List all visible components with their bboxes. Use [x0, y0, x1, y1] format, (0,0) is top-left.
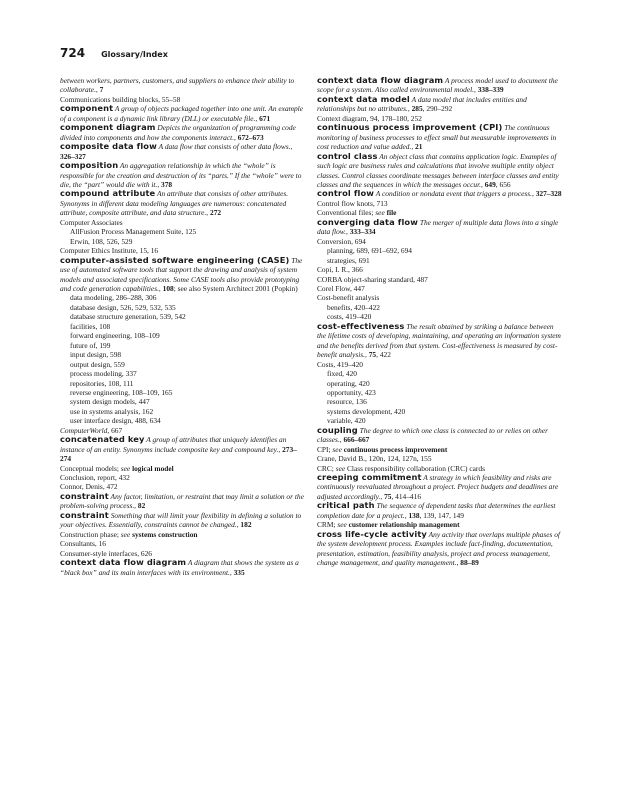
entry-page-ref: 273–274	[60, 444, 297, 464]
subentry-text: variable, 420	[327, 416, 366, 426]
subentry-text: resource, 136	[327, 397, 367, 407]
entry-text: Connor, Denis, 472	[60, 482, 118, 492]
glossary-entry	[317, 501, 563, 520]
subentry-text: reverse engineering, 108–109, 165	[70, 387, 173, 397]
glossary-term: context data flow diagram	[317, 75, 444, 85]
glossary-term: composite data flow	[60, 141, 157, 152]
subentry-text: process modeling, 337	[70, 369, 137, 379]
index-entry	[60, 473, 306, 482]
glossary-definition: The sequence of dependent tasks that determines the earliest completion date for a project.,	[317, 501, 556, 520]
glossary-entry	[60, 104, 306, 123]
glossary-definition: The continuous monitoring of business processes to effect small but measurable improvements in cost reduction and value added.,	[317, 123, 557, 152]
index-subentry	[317, 256, 563, 265]
subentry-text: future of, 199	[70, 340, 111, 350]
entry-text: Control flow knots, 713	[317, 198, 388, 208]
entry-page-ref: 7	[99, 85, 104, 95]
subentry-text: strategies, 691	[327, 255, 370, 265]
index-entry	[317, 199, 563, 208]
glossary-term: computer-assisted software engineering (CASE)	[60, 254, 290, 265]
cross-reference-term: logical model	[132, 463, 174, 473]
see-reference: see	[335, 463, 347, 473]
see-reference: see	[120, 529, 133, 539]
index-subentry	[60, 341, 306, 350]
subentry-text: planning, 689, 691–692, 694	[327, 246, 412, 256]
entry-text: Conceptual models;	[60, 463, 121, 473]
index-subentry	[60, 293, 306, 302]
index-subentry	[60, 331, 306, 340]
subentry-text: output design, 559	[70, 359, 125, 369]
glossary-definition: Depicts the organization of programming code divided into components and how the components interact.,	[60, 123, 296, 142]
glossary-term: continuous process improvement (CPI)	[317, 122, 503, 133]
running-title: Glossary/Index	[101, 50, 168, 59]
glossary-entry	[60, 558, 306, 577]
entry-page-ref: 672–673	[237, 132, 264, 142]
glossary-term: compound attribute	[60, 188, 156, 199]
glossary-term: cross life-cycle activity	[317, 528, 427, 539]
subentry-text: database structure generation, 539, 542	[70, 312, 186, 322]
glossary-entry	[60, 189, 306, 217]
subentry-text: benefits, 420–422	[327, 302, 380, 312]
glossary-term: cost-effectiveness	[317, 320, 405, 331]
glossary-definition: A condition or nondata event that triggers a process.,	[374, 189, 536, 199]
glossary-term: critical path	[317, 500, 375, 511]
index-entry	[317, 454, 563, 463]
entry-extra-refs: , 139, 147, 149	[419, 510, 464, 520]
index-entry	[317, 445, 563, 454]
index-entry	[60, 464, 306, 473]
right-column	[317, 76, 563, 568]
index-subentry	[317, 246, 563, 255]
entry-text: Crane, David B., 120n, 124, 127n, 155	[317, 454, 432, 464]
glossary-definition: The merger of multiple data flows into a single data flow.,	[317, 217, 559, 237]
entry-page-ref: 326–327	[60, 151, 86, 161]
entry-text: Construction phase;	[60, 529, 121, 539]
index-entry	[60, 539, 306, 548]
subentry-text: system design models, 447	[70, 397, 150, 407]
entry-text: Conclusion, report, 432	[60, 473, 130, 483]
entry-text: Consumer-style interfaces, 626	[60, 548, 153, 558]
subentry-text: repositories, 108, 111	[70, 378, 134, 388]
glossary-term: constraint	[60, 509, 109, 520]
entry-page-ref: 338–339	[477, 85, 504, 95]
glossary-entry	[317, 322, 563, 360]
entry-text: Cost-benefit analysis	[317, 293, 380, 303]
page-header	[60, 46, 168, 60]
see-reference: see	[120, 463, 133, 473]
entry-text: Consultants, 16	[60, 539, 106, 549]
index-subentry	[317, 388, 563, 397]
index-entry	[60, 76, 306, 95]
entry-extra-refs: , 656	[495, 179, 511, 189]
subentry-text: facilities, 108	[70, 321, 111, 331]
entry-text: Conventional files;	[317, 208, 376, 218]
glossary-entry	[60, 142, 306, 161]
entry-text: , 667	[107, 425, 123, 435]
glossary-term: control class	[317, 150, 378, 161]
entry-text: CRC;	[317, 463, 336, 473]
glossary-entry	[317, 76, 563, 95]
cross-reference-term: file	[386, 208, 397, 218]
glossary-definition: Any factor, limitation, or restraint that may limit a solution or the problem-solving process.,	[60, 491, 304, 511]
glossary-definition: The result obtained by striking a balance between the lifetime costs of developing, maintaining, and operating an information system and the benefits derived from that system. Cost-effectiveness is measured by cost-benefit analysis.,	[317, 321, 561, 360]
glossary-definition: A group of objects packaged together into one unit. An example of a component is a dynamic link library (DLL) or executable file.,	[60, 104, 304, 123]
index-entry	[60, 530, 306, 539]
index-subentry	[317, 379, 563, 388]
entry-extra-refs: , 422	[376, 350, 391, 360]
glossary-definition: A process model used to document the scope for a system. Also called environmental model.,	[317, 76, 558, 95]
subentry-text: forward engineering, 108–109	[70, 331, 160, 341]
glossary-entry	[317, 473, 563, 501]
index-subentry	[60, 237, 306, 246]
cross-reference-term: continuous process improvement	[343, 444, 448, 454]
entry-text: CPI;	[317, 444, 333, 454]
page-number: 724	[60, 46, 86, 60]
glossary-definition: The degree to which one class is connected to or relies on other classes.,	[317, 425, 548, 445]
index-subentry	[60, 227, 306, 236]
entry-text: Communications building blocks, 55–58	[60, 94, 181, 104]
glossary-term: constraint	[60, 490, 109, 501]
cross-reference-term: systems construction	[132, 529, 198, 539]
entry-page-ref: 327–328	[535, 189, 562, 199]
index-subentry	[60, 322, 306, 331]
subentry-text: systems development, 420	[327, 406, 406, 416]
index-entry	[317, 293, 563, 302]
entry-page-ref: 333–334	[349, 227, 376, 237]
glossary-definition: A group of attributes that uniquely identifies an instance of an entity. Synonyms include composite key and compound key.,	[60, 435, 287, 454]
entry-page-ref: 182	[240, 520, 252, 530]
glossary-entry	[317, 218, 563, 237]
entry-text: CORBA object-sharing standard, 487	[317, 274, 428, 284]
see-reference: see	[337, 520, 349, 530]
entry-page-ref: 671	[259, 113, 271, 123]
index-entry	[317, 237, 563, 246]
cross-reference-term: customer relationship management	[348, 520, 460, 530]
glossary-entry	[317, 189, 563, 198]
index-subentry	[60, 303, 306, 312]
glossary-definition: A data model that includes entities and relationships but no attributes.,	[317, 94, 527, 114]
glossary-term: converging data flow	[317, 216, 418, 227]
subentry-text: database design, 526, 529, 532, 535	[70, 302, 176, 312]
index-entry	[60, 218, 306, 227]
glossary-definition: The use of automated software tools that support the drawing and analysis of system models and associated specifications. Some CASE tools also provide prototyping and code generation capabilities.,	[60, 255, 303, 293]
entry-page-ref: 75	[368, 350, 377, 360]
subentry-text: data modeling, 286–288, 306	[70, 293, 157, 303]
glossary-definition: A diagram that shows the system as a “black box” and its main interfaces with its environment.,	[60, 558, 299, 577]
entry-page-ref: 378	[161, 179, 173, 189]
subentry-text: use in systems analysis, 162	[70, 406, 154, 416]
glossary-entry	[60, 511, 306, 530]
entry-extra-refs: ; see also System Architect 2001 (Popkin)	[173, 283, 298, 293]
entry-continuation: between workers, partners, customers, and suppliers to enhance their ability to collaborate.,	[60, 76, 295, 95]
glossary-entry	[317, 152, 563, 190]
glossary-definition: A data flow that consists of other data flows.,	[156, 142, 293, 152]
subentry-text: user interface design, 488, 634	[70, 416, 161, 426]
index-subentry	[60, 397, 306, 406]
glossary-term: context data flow diagram	[60, 557, 187, 568]
entry-text: Computer Associates	[60, 217, 123, 227]
glossary-term: control flow	[317, 188, 375, 199]
see-reference: see	[375, 208, 387, 218]
glossary-entry	[317, 95, 563, 114]
entry-page-ref: 285	[411, 104, 423, 114]
index-subentry	[60, 379, 306, 388]
index-subentry	[60, 388, 306, 397]
glossary-entry	[60, 435, 306, 463]
entry-page-ref: 272	[210, 208, 222, 218]
index-subentry	[317, 397, 563, 406]
index-entry	[317, 265, 563, 274]
entry-text: CRM;	[317, 520, 338, 530]
glossary-definition: An object class that contains application logic. Examples of such logic are business rules and calculations that involve multiple entity object classes. Control classes coordinate messages between interface classes and entity classes and the sequences in which the messages occur.,	[317, 151, 559, 189]
entry-text: Corel Flow, 447	[317, 283, 365, 293]
entry-extra-refs: , 290–292	[422, 104, 453, 114]
entry-text: Context diagram, 94, 178–180, 252	[317, 113, 422, 123]
index-subentry	[60, 407, 306, 416]
subentry-text: Erwin, 108, 526, 529	[70, 236, 133, 246]
glossary-definition: A strategy in which feasibility and risks are continuously reevaluated throughout a project. Project budgets and deadlines are adjusted accordingly.,	[317, 473, 559, 501]
glossary-entry	[60, 161, 306, 189]
entry-extra-refs: , 414–416	[391, 491, 422, 501]
index-subentry	[317, 407, 563, 416]
glossary-term: concatenated key	[60, 434, 145, 445]
entry-page-ref: 88–89	[460, 558, 479, 568]
index-entry	[317, 360, 563, 369]
glossary-term: component diagram	[60, 122, 156, 133]
entry-page-ref: 75	[384, 491, 392, 501]
glossary-entry	[317, 530, 563, 568]
index-subentry	[60, 416, 306, 425]
entry-page-ref: 649	[484, 179, 496, 189]
entry-text: Computer Ethics Institute, 15, 16	[60, 246, 159, 256]
entry-page-ref: 108	[162, 283, 174, 293]
index-entry	[317, 284, 563, 293]
glossary-entry	[317, 123, 563, 151]
entry-page-ref: 21	[415, 142, 423, 152]
index-subentry	[317, 303, 563, 312]
index-subentry	[60, 312, 306, 321]
glossary-entry	[317, 426, 563, 445]
cross-reference-term: Class responsibility collaboration (CRC) cards	[347, 463, 485, 473]
entry-page-ref: 82	[137, 501, 146, 511]
glossary-definition: An aggregation relationship in which the “whole” is responsible for the creation and destruction of its “parts.” If the “whole” were to die, the “part” would die with it.,	[60, 161, 302, 189]
see-reference: see	[332, 444, 344, 454]
index-subentry	[60, 350, 306, 359]
entry-page-ref: 666–667	[343, 435, 370, 445]
subentry-text: opportunity, 423	[327, 387, 376, 397]
subentry-text: operating, 420	[327, 378, 370, 388]
glossary-definition: Something that will limit your flexibility in defining a solution to your objectives. Essentially, constraints cannot be changed.,	[60, 510, 302, 530]
index-subentry	[60, 369, 306, 378]
glossary-entry	[60, 256, 306, 294]
glossary-entry	[60, 123, 306, 142]
glossary-definition: An attribute that consists of other attributes. Synonyms in different data modeling languages are numerous: concatenated attribute, composite attribute, and data structure.,	[60, 189, 289, 218]
subentry-text: input design, 598	[70, 350, 122, 360]
subentry-text: fixed, 420	[327, 369, 357, 379]
subentry-text: AllFusion Process Management Suite, 125	[70, 227, 197, 237]
index-entry	[317, 275, 563, 284]
entry-page-ref: 138	[408, 510, 420, 520]
glossary-term: context data model	[317, 93, 410, 104]
entry-text: Conversion, 694	[317, 236, 366, 246]
entry-text: Costs, 419–420	[317, 359, 363, 369]
glossary-term: creeping commitment	[317, 472, 422, 483]
entry-text: Copi, I. R., 366	[317, 265, 363, 275]
entry-italic-text: ComputerWorld	[60, 425, 108, 435]
glossary-term: component	[60, 103, 114, 114]
left-column	[60, 76, 306, 577]
glossary-entry	[60, 492, 306, 511]
glossary-term: composition	[60, 160, 119, 171]
glossary-term: coupling	[317, 424, 358, 435]
index-subentry	[317, 369, 563, 378]
subentry-text: costs, 419–420	[327, 312, 372, 322]
index-subentry	[60, 360, 306, 369]
entry-page-ref: 335	[233, 567, 245, 577]
glossary-definition: Any activity that overlaps multiple phases of the system development process. Examples include fact-finding, documentation, presentation, estimation, feasibility analysis, project and process management, change management, and quality management.,	[317, 529, 560, 568]
